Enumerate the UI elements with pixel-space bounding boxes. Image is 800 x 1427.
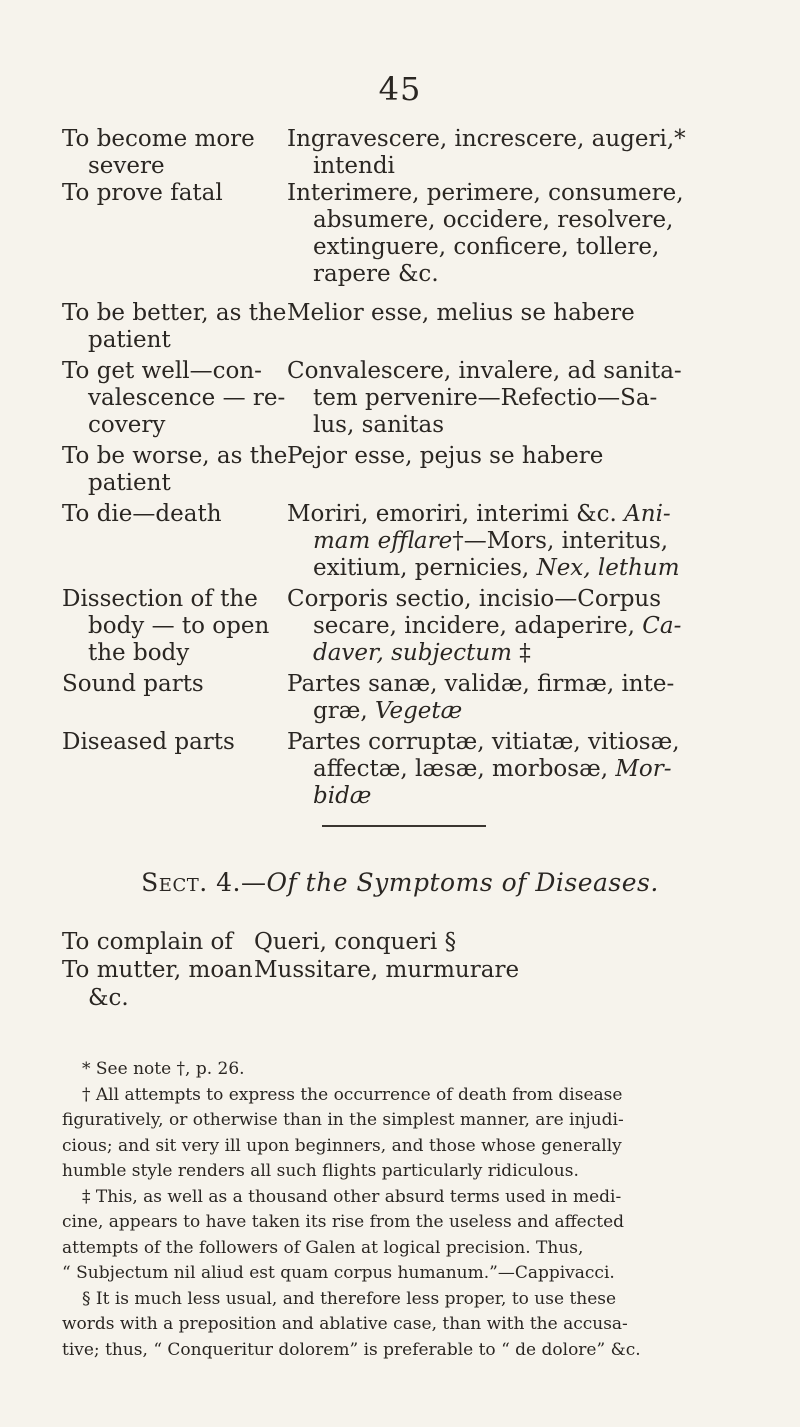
english-term-line: &c. bbox=[88, 985, 129, 1011]
english-term-line: To be worse, as the bbox=[62, 443, 288, 469]
latin-text: exitium, pernicies, bbox=[313, 555, 537, 581]
english-term-line: To complain of bbox=[62, 929, 233, 955]
latin-italic-text: bidæ bbox=[313, 783, 372, 809]
english-term-line: To mutter, moan bbox=[62, 957, 253, 983]
latin-text: ‡ bbox=[511, 640, 531, 666]
latin-text: Partes corruptæ, vitiatæ, vitiosæ, bbox=[287, 729, 680, 755]
section-divider bbox=[322, 825, 486, 827]
english-term-line: Sound parts bbox=[62, 671, 204, 697]
latin-term-line: rapere &c. bbox=[313, 261, 439, 287]
english-term-line: To be better, as the bbox=[62, 300, 287, 326]
english-term bbox=[62, 126, 287, 180]
latin-text: †—Mors, interitus, bbox=[452, 528, 669, 554]
latin-term bbox=[287, 358, 742, 439]
latin-term-line: tem pervenire—Refectio—Sa- bbox=[313, 385, 658, 411]
latin-term bbox=[287, 126, 742, 180]
vocab-entry bbox=[62, 443, 742, 497]
latin-term-line bbox=[287, 698, 742, 725]
latin-text: græ, bbox=[313, 698, 375, 724]
section-heading bbox=[0, 868, 800, 897]
latin-term-line: intendi bbox=[313, 153, 395, 179]
latin-term bbox=[287, 180, 742, 288]
latin-term-line: Pejor esse, pejus se habere bbox=[287, 443, 604, 469]
english-term-line: the body bbox=[88, 640, 190, 666]
latin-text: affectæ, læsæ, morbosæ, bbox=[313, 756, 616, 782]
latin-term-line bbox=[287, 756, 742, 783]
footnote-line: ‡ This, as well as a thousand other absurd terms used in medi- bbox=[82, 1186, 622, 1207]
vocab-entry bbox=[62, 126, 742, 180]
section-number: Sect. 4.— bbox=[141, 868, 267, 897]
latin-text: Moriri, emoriri, interimi &c. bbox=[287, 501, 625, 527]
vocab-entry bbox=[62, 586, 742, 667]
latin-term-line: extinguere, conficere, tollere, bbox=[313, 234, 660, 260]
vocab-entry bbox=[62, 928, 742, 956]
latin-term bbox=[287, 729, 742, 810]
latin-text: secare, incidere, adaperire, bbox=[313, 613, 643, 639]
latin-term bbox=[254, 956, 742, 1012]
footnote-line: attempts of the followers of Galen at logical precision. Thus, bbox=[62, 1237, 584, 1258]
english-term-line: To become more bbox=[62, 126, 255, 152]
footnote-line: cine, appears to have taken its rise from the useless and affected bbox=[62, 1212, 625, 1232]
vocab-entry bbox=[62, 180, 742, 288]
vocab-entry bbox=[62, 358, 742, 439]
latin-term bbox=[287, 586, 742, 667]
symptoms-vocabulary-list bbox=[62, 928, 742, 1012]
footnote bbox=[62, 1287, 744, 1364]
latin-term bbox=[287, 501, 742, 582]
footnote-line: § It is much less usual, and therefore less proper, to use these bbox=[82, 1288, 617, 1309]
english-term-line: Diseased parts bbox=[62, 729, 235, 755]
latin-term-line: Melior esse, melius se habere bbox=[287, 300, 635, 326]
vocab-entry bbox=[62, 729, 742, 810]
english-term bbox=[62, 358, 287, 439]
latin-text: Partes sanæ, validæ, firmæ, inte- bbox=[287, 671, 675, 697]
latin-italic-text: daver, subjectum bbox=[313, 640, 512, 666]
latin-term-line bbox=[287, 783, 742, 810]
vocab-entry bbox=[62, 956, 742, 1012]
latin-italic-text: Mor- bbox=[615, 756, 672, 782]
latin-term-line bbox=[287, 729, 742, 756]
footnote-line: “ Subjectum nil aliud est quam corpus humanum.”—Cappivacci. bbox=[62, 1263, 615, 1283]
english-term-line: valescence — re- bbox=[88, 385, 286, 411]
latin-term-line: Interimere, perimere, consumere, bbox=[287, 180, 684, 206]
footnote-line: † All attempts to express the occurrence of death from disease bbox=[82, 1084, 623, 1105]
footnote bbox=[62, 1185, 744, 1287]
footnote bbox=[62, 1083, 744, 1185]
latin-term-line: Mussitare, murmurare bbox=[254, 957, 520, 983]
latin-text: Corporis sectio, incisio—Corpus bbox=[287, 586, 662, 612]
footnote-line: cious; and sit very ill upon beginners, and those whose generally bbox=[62, 1135, 622, 1156]
latin-term-line: Queri, conqueri § bbox=[254, 929, 457, 955]
english-term-line: severe bbox=[88, 153, 165, 179]
english-term bbox=[62, 300, 287, 354]
section-title: Of the Symptoms of Diseases. bbox=[266, 868, 659, 897]
english-term-line: To prove fatal bbox=[62, 180, 223, 206]
english-term bbox=[62, 501, 287, 582]
latin-term-line bbox=[287, 671, 742, 698]
english-term-line: Dissection of the bbox=[62, 586, 258, 612]
latin-term-line bbox=[287, 555, 742, 582]
footnote-line: figuratively, or otherwise than in the simplest manner, are injudi- bbox=[62, 1110, 624, 1130]
english-term bbox=[62, 443, 287, 497]
english-term bbox=[62, 928, 254, 956]
latin-term-line bbox=[287, 640, 742, 667]
latin-italic-text: mam efflare bbox=[313, 528, 453, 554]
english-term bbox=[62, 956, 254, 1012]
english-term bbox=[62, 586, 287, 667]
latin-term-line: Ingravescere, increscere, augeri,* bbox=[287, 126, 686, 152]
latin-italic-text: Nex, lethum bbox=[536, 555, 680, 581]
latin-term bbox=[287, 300, 742, 354]
english-term-line: patient bbox=[88, 470, 171, 496]
latin-term-line: lus, sanitas bbox=[313, 412, 445, 438]
footnote-line: humble style renders all such flights particularly ridiculous. bbox=[62, 1161, 579, 1181]
english-term bbox=[62, 671, 287, 725]
latin-italic-text: Vegetæ bbox=[374, 698, 463, 724]
english-term bbox=[62, 729, 287, 810]
latin-term bbox=[287, 443, 742, 497]
latin-term-line bbox=[287, 501, 742, 528]
footnote-line: words with a preposition and ablative case, than with the accusa- bbox=[62, 1314, 628, 1334]
latin-term-line: absumere, occidere, resolvere, bbox=[313, 207, 674, 233]
english-term bbox=[62, 180, 287, 288]
latin-italic-text: Ani- bbox=[624, 501, 671, 527]
footnote-line: tive; thus, “ Conqueritur dolorem” is preferable to “ de dolore” &c. bbox=[62, 1339, 641, 1360]
english-term-line: To die—death bbox=[62, 501, 222, 527]
english-term-line: To get well—con- bbox=[62, 358, 262, 384]
latin-term bbox=[287, 671, 742, 725]
footnote-line: * See note †, p. 26. bbox=[82, 1059, 245, 1079]
english-term-line: covery bbox=[88, 412, 166, 438]
footnotes bbox=[62, 1057, 744, 1363]
latin-term-line bbox=[287, 613, 742, 640]
latin-term-line: Convalescere, invalere, ad sanita- bbox=[287, 358, 682, 384]
latin-term bbox=[254, 928, 742, 956]
vocabulary-list bbox=[62, 126, 742, 810]
english-term-line: body — to open bbox=[88, 613, 270, 639]
vocab-entry bbox=[62, 300, 742, 354]
english-term-line: patient bbox=[88, 327, 171, 353]
page-number: 45 bbox=[378, 70, 422, 108]
footnote bbox=[62, 1057, 744, 1083]
vocab-entry bbox=[62, 501, 742, 582]
latin-term-line bbox=[287, 586, 742, 613]
vocab-entry bbox=[62, 671, 742, 725]
latin-italic-text: Ca- bbox=[642, 613, 682, 639]
latin-term-line bbox=[287, 528, 742, 555]
